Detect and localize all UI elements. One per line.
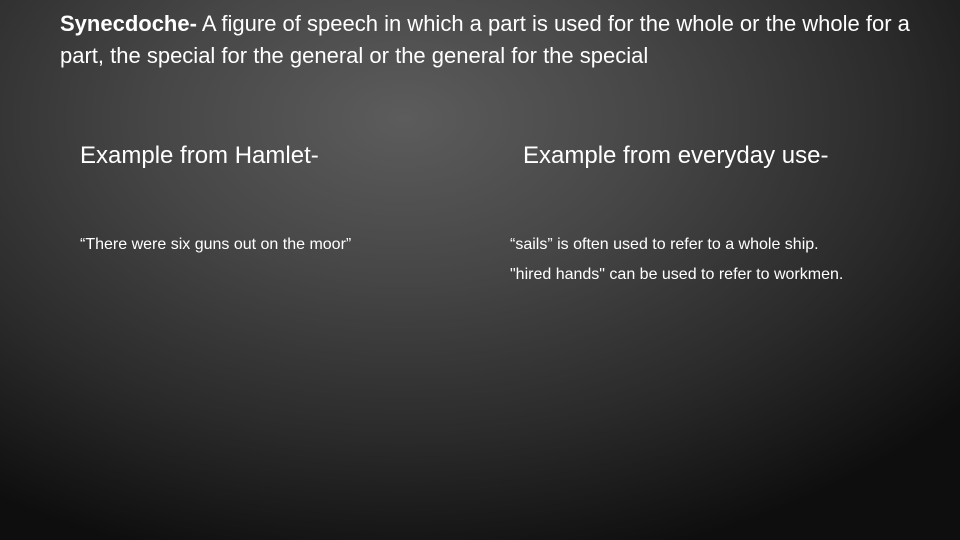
definition-text [60,8,940,72]
hamlet-example-body [80,233,480,263]
everyday-example-body [510,233,870,293]
everyday-example-sails: “sails” is often used to refer to a whole ship. [510,236,819,253]
everyday-example-heading: Example from everyday use- [523,142,829,169]
definition-body: A figure of speech in which a part is used for the whole or the whole for a part, the special for the general or the general for the special [60,11,910,68]
everyday-example-hired-hands: "hired hands" can be used to refer to workmen. [510,266,844,283]
hamlet-quote: “There were six guns out on the moor” [80,236,352,253]
hamlet-example-heading: Example from Hamlet- [80,142,319,169]
definition-term: Synecdoche- [60,11,197,36]
